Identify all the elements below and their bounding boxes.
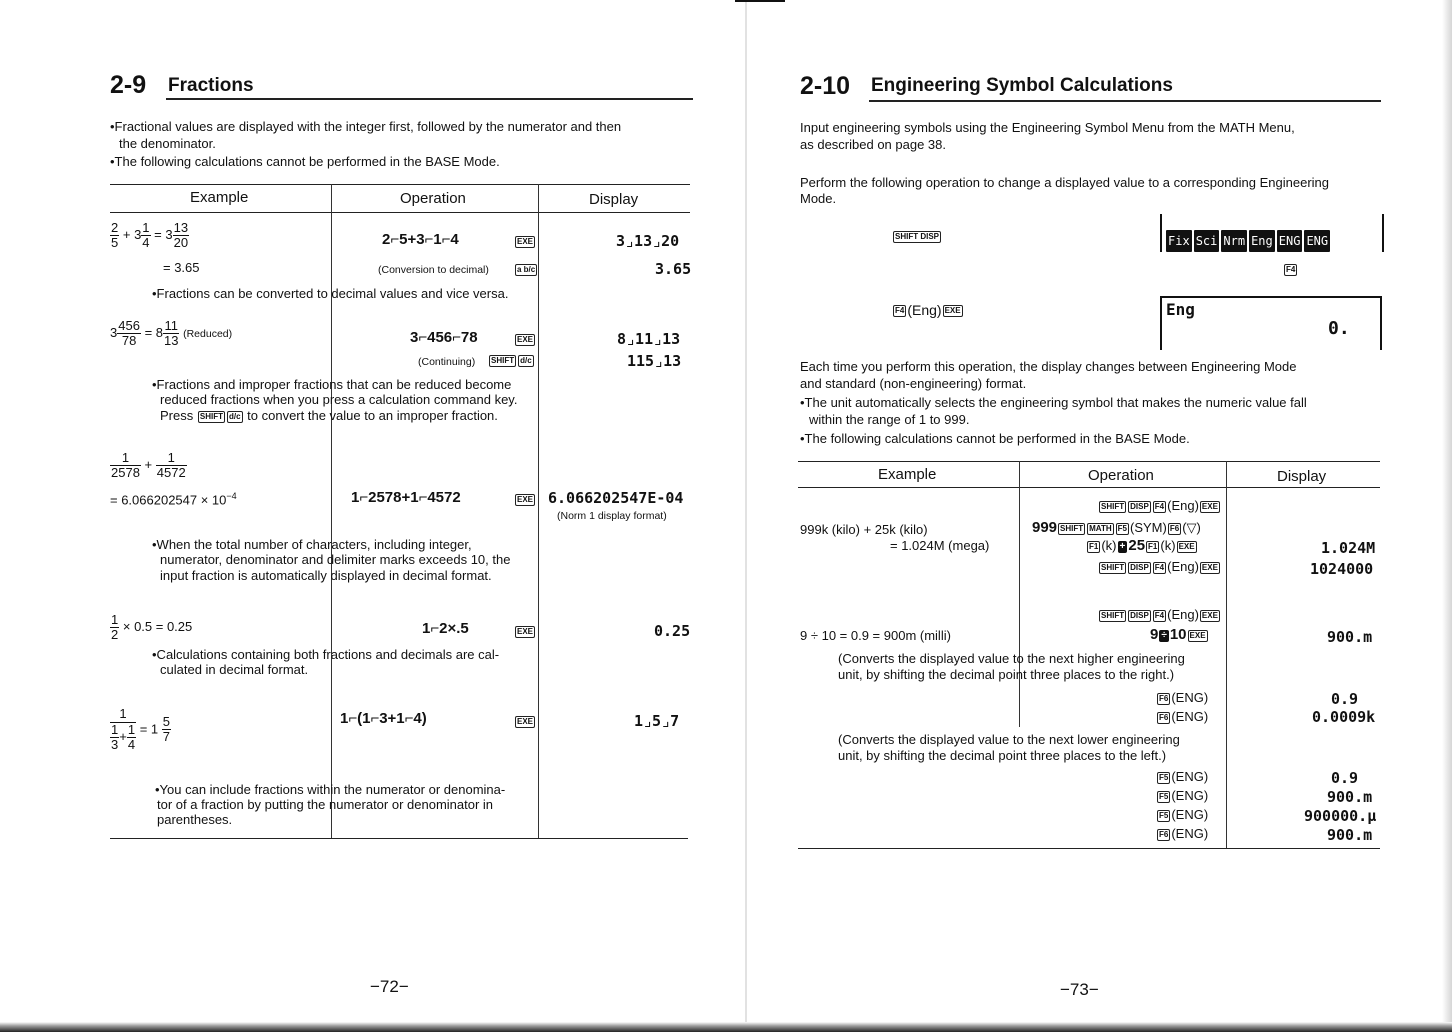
exe-key-icon: EXE	[517, 716, 534, 726]
display-value: 0.0009k	[1312, 708, 1376, 726]
intro-text: •The following calculations cannot be performed in the BASE Mode.	[110, 154, 500, 169]
intro-text: •Fractional values are displayed with the integer first, followed by the numerator and then	[110, 119, 622, 134]
display-value: 1.024M	[1321, 539, 1376, 557]
operation-note: (Continuing)	[418, 356, 476, 368]
note-text: (Converts the displayed value to the next lower engineering	[838, 732, 1180, 747]
note-text: parentheses.	[157, 812, 233, 827]
note-text: •When the total number of characters, including integer,	[152, 537, 472, 552]
operation-note: (Conversion to decimal)	[378, 264, 489, 276]
example-expression: 1 $\frac{1}{3}$ + $\frac{1}{4}$ = 1 $\frac{5}{7}$	[111, 706, 170, 752]
menu-sci: Sci	[1194, 230, 1220, 252]
body-text: within the range of 1 to 999.	[809, 412, 970, 427]
page-fold	[745, 0, 747, 1032]
example-expression: 9 ÷ 10 = 0.9 = 900m (milli)	[800, 628, 951, 643]
header-operation: Operation	[400, 190, 466, 207]
display-value: 3.65	[655, 260, 692, 278]
header-display: Display	[1277, 468, 1327, 485]
f4-key-icon: F4	[1286, 264, 1296, 274]
key-sequence: 1⌐2×.5	[422, 620, 469, 637]
display-value: 1024000	[1310, 560, 1374, 578]
body-text: Each time you perform this operation, the display changes between Engineering Mode	[800, 359, 1297, 374]
table-top-rule	[110, 184, 690, 185]
header-display: Display	[589, 191, 639, 208]
example-expression: $\frac{1}{2}$ × 0.5 = 0.25	[111, 612, 193, 643]
table-bottom-rule	[110, 838, 688, 839]
note-text: input fraction is automatically displayed in decimal format.	[160, 568, 492, 583]
key-sequence: 2⌐5+3⌐1⌐4	[382, 231, 459, 248]
note-text: culated in decimal format.	[160, 662, 309, 677]
shift-key-icon: SHIFT d/c	[491, 355, 532, 365]
intro-text: Mode.	[800, 191, 837, 206]
lcd-eng-screen	[1160, 296, 1382, 350]
display-value: 0.9	[1331, 690, 1359, 708]
exe-key-icon: EXE	[517, 626, 534, 636]
key-sequence: F5 (ENG)	[1159, 788, 1209, 803]
lcd-value: 0.	[1328, 318, 1350, 339]
exe-key-icon: EXE	[517, 494, 534, 504]
intro-text: the denominator.	[119, 136, 216, 151]
key-sequence: SHIFT DISP F4 (Eng) EXE	[1101, 607, 1218, 622]
exe-key-icon: EXE	[517, 334, 534, 344]
key-sequence: F6 (ENG)	[1159, 826, 1209, 841]
section-number: 2-10	[800, 72, 851, 100]
key-sequence: F5 (ENG)	[1159, 769, 1209, 784]
display-value: 8⌟11⌟13	[617, 330, 681, 348]
section-title: Engineering Symbol Calculations	[871, 75, 1173, 96]
page-number: −73−	[1060, 980, 1099, 999]
menu-eng-up: ENG	[1277, 230, 1303, 252]
key-sequence: F6 (ENG)	[1159, 690, 1209, 705]
note-text: reduced fractions when you press a calculation command key.	[160, 392, 518, 407]
header-example: Example	[878, 466, 937, 483]
note-text: numerator, denominator and delimiter marks exceeds 10, the	[160, 552, 511, 567]
table-bottom-rule	[798, 848, 1380, 849]
shift-disp-keys-icon: SHIFT DISP	[895, 231, 940, 241]
key-sequence: 1⌐(1⌐3+1⌐4)	[340, 710, 427, 727]
example-expression: 3 $\frac{456}{78}$ = 8 $\frac{11}{13}$ (Reduced)	[110, 318, 233, 349]
section-title: Fractions	[168, 75, 254, 96]
display-value: 3⌟13⌟20	[616, 232, 680, 250]
table-header-rule	[110, 212, 690, 213]
note-text: tor of a fraction by putting the numerator or denominator in	[157, 797, 494, 812]
key-sequence: 999 SHIFT MATH F5 (SYM) F6 (▽)	[1032, 519, 1201, 536]
menu-nrm: Nrm	[1221, 230, 1247, 252]
intro-text: Perform the following operation to change a displayed value to a corresponding Engineering	[800, 175, 1330, 190]
example-result: = 3.65	[163, 260, 200, 275]
display-value: 900.m	[1327, 826, 1373, 844]
key-sequence: F6 (ENG)	[1159, 709, 1209, 724]
title-rule	[869, 100, 1381, 102]
table-divider	[1019, 461, 1020, 727]
intro-text: Input engineering symbols using the Engineering Symbol Menu from the MATH Menu,	[800, 120, 1295, 135]
header-operation: Operation	[1088, 467, 1154, 484]
display-value: 115⌟13	[627, 352, 682, 370]
table-divider	[1226, 461, 1227, 848]
display-value: 0.25	[654, 622, 691, 640]
table-divider	[538, 184, 539, 838]
example-expression: 999k (kilo) + 25k (kilo)	[800, 522, 928, 537]
step-keys: F4 (Eng) EXE	[895, 302, 961, 318]
display-value: 1⌟5⌟7	[634, 712, 680, 730]
page-edge-shadow	[1442, 0, 1452, 1032]
menu-eng-down: ENG	[1304, 230, 1330, 252]
table-top-rule	[798, 461, 1380, 462]
fraction-key-icon: a b/c	[517, 264, 536, 274]
key-sequence: F1 (k) + 25 F1 (k) EXE	[1089, 537, 1195, 554]
exe-key-icon: EXE	[517, 236, 534, 246]
display-value: 900000.μ	[1304, 807, 1377, 825]
note-text: unit, by shifting the decimal point three places to the left.)	[838, 748, 1167, 763]
display-value: 6.066202547E-04	[548, 489, 684, 507]
note-text: (Converts the displayed value to the next higher engineering	[838, 651, 1185, 666]
crop-mark	[735, 0, 785, 2]
display-value: 900.m	[1327, 628, 1373, 646]
lcd-menu-screen	[1160, 214, 1384, 252]
menu-fix: Fix	[1166, 230, 1192, 252]
note-text: Press SHIFT d/c to convert the value to an improper fraction.	[160, 408, 498, 423]
intro-text: as described on page 38.	[800, 137, 946, 152]
display-value: 0.9	[1331, 769, 1359, 787]
table-divider	[331, 184, 332, 838]
key-sequence: 9 ÷ 10 EXE	[1150, 626, 1206, 643]
note-text: •You can include fractions within the numerator or denomina-	[155, 782, 506, 797]
note-text: •Fractions and improper fractions that can be reduced become	[152, 377, 512, 392]
header-example: Example	[190, 189, 249, 206]
display-value: 900.m	[1327, 788, 1373, 806]
body-text: and standard (non-engineering) format.	[800, 376, 1027, 391]
page-bottom-shadow	[0, 1022, 1452, 1032]
key-sequence: 1⌐2578+1⌐4572	[351, 489, 461, 506]
menu-eng: Eng	[1249, 230, 1275, 252]
example-result: = $6.066202547 \times 10^{-4}$	[110, 491, 237, 508]
page-number: −72−	[370, 977, 409, 996]
key-sequence: 3⌐456⌐78	[410, 329, 478, 346]
example-expression: $\frac{1}{2578}$ + $\frac{1}{4572}$	[111, 450, 186, 481]
body-text: •The unit automatically selects the engineering symbol that makes the numeric value fall	[800, 395, 1307, 410]
example-result: = 1.024M (mega)	[890, 538, 990, 553]
example-expression: $\frac{2}{5}$ + 3 $\frac{1}{4}$ = 3 $\frac{13}{20}$	[111, 220, 189, 251]
key-sequence: SHIFT DISP F4 (Eng) EXE	[1101, 559, 1218, 574]
note-text: unit, by shifting the decimal point three places to the right.)	[838, 667, 1175, 682]
table-header-rule	[798, 487, 1380, 488]
note-text: •Calculations containing both fractions and decimals are cal-	[152, 647, 500, 662]
section-number: 2-9	[110, 71, 147, 99]
body-text: •The following calculations cannot be performed in the BASE Mode.	[800, 431, 1190, 446]
key-sequence: F5 (ENG)	[1159, 807, 1209, 822]
note-text: •Fractions can be converted to decimal values and vice versa.	[152, 286, 509, 301]
key-sequence: SHIFT DISP F4 (Eng) EXE	[1101, 498, 1218, 513]
lcd-eng-label: Eng	[1166, 300, 1195, 319]
display-note: (Norm 1 display format)	[557, 510, 667, 522]
title-rule	[166, 98, 693, 100]
